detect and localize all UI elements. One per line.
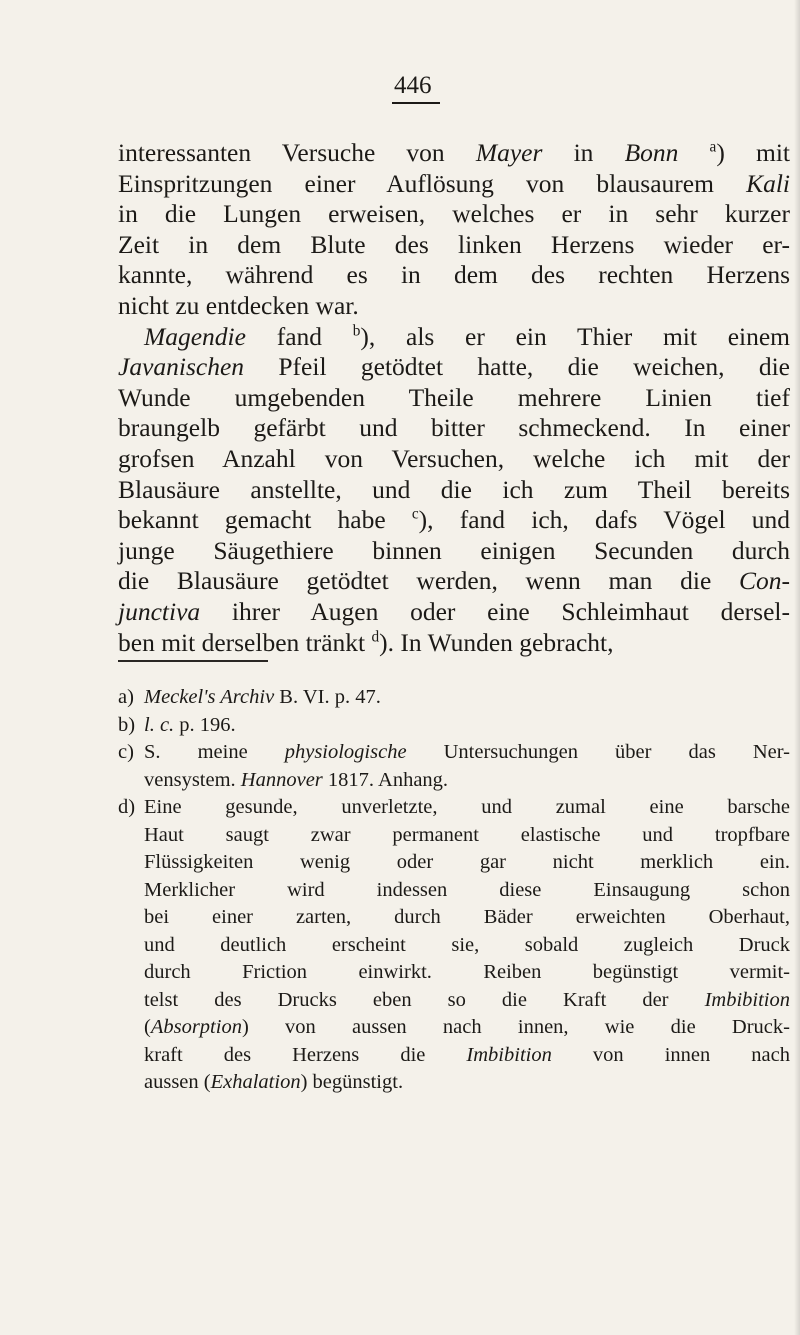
- body-line: [118, 628, 790, 659]
- footnote-label: b): [118, 713, 136, 736]
- text-segment: braungelb gefärbt und bitter schmeckend. In einer: [118, 413, 790, 443]
- text-segment: ) von aussen nach innen, wie die Druck-: [241, 1016, 790, 1038]
- text-segment: Exhalation: [210, 1071, 301, 1093]
- footnote-line: [118, 794, 790, 822]
- text-segment: grofsen Anzahl von Versuchen, welche ich mit der: [118, 443, 790, 473]
- footnote-line: [118, 1069, 790, 1097]
- body-line: [118, 597, 790, 628]
- body-line: [118, 413, 790, 444]
- text-segment: aussen (: [144, 1071, 211, 1093]
- body-line: [118, 169, 790, 200]
- body-line: [118, 383, 790, 414]
- text-segment: S. meine: [144, 741, 285, 763]
- page-number: 446: [392, 72, 440, 104]
- footnote-line: [118, 959, 790, 987]
- text-segment: bei einer zarten, durch Bäder erweichten Oberhaut,: [144, 906, 790, 928]
- text-segment: d: [371, 628, 380, 645]
- text-segment: und deutlich erscheint sie, sobald zugleich Druck: [144, 933, 790, 956]
- footnote-line: [118, 932, 790, 960]
- body-line: [118, 352, 790, 383]
- text-segment: Zeit in dem Blute des linken Herzens wieder er-: [118, 229, 790, 259]
- text-segment: telst des Drucks eben so die Kraft der: [144, 988, 705, 1011]
- text-segment: durch Friction einwirkt. Reiben begünstigt vermit-: [144, 961, 790, 983]
- text-segment: interessanten Versuche von: [118, 138, 476, 167]
- footnote-line: [118, 849, 790, 877]
- footnote: [118, 712, 790, 740]
- text-segment: ), fand ich, dafs Vögel und: [418, 505, 790, 535]
- text-segment: ). In Wunden gebracht,: [379, 627, 614, 657]
- text-segment: Wunde umgebenden Theile mehrere Linien tief: [118, 382, 790, 412]
- text-segment: ) mit: [716, 138, 790, 167]
- text-segment: vensystem.: [144, 768, 241, 791]
- text-segment: Merklicher wird indessen diese Einsaugung schon: [144, 878, 790, 901]
- footnote-line: [118, 767, 790, 795]
- body-line: [118, 138, 790, 169]
- text-segment: Eine gesunde, unverletzte, und zumal eine barsche: [144, 796, 790, 818]
- footnote-line: [118, 987, 790, 1015]
- text-segment: Haut saugt zwar permanent elastische und tropfbare: [144, 823, 790, 846]
- footnote-label: a): [118, 686, 134, 708]
- text-segment: von innen nach: [551, 1043, 790, 1066]
- text-segment: ben mit derselben tränkt: [118, 627, 372, 657]
- text-segment: kannte, während es in dem des rechten Herzens: [118, 260, 790, 290]
- text-segment: in die Lungen erweisen, welches er in sehr kurzer: [118, 199, 790, 229]
- footnote-line: [118, 712, 790, 740]
- text-segment: physiologische: [284, 741, 407, 763]
- text-segment: fand: [245, 321, 353, 351]
- text-segment: Meckel's Archiv: [144, 686, 275, 708]
- text-segment: ihrer Augen oder eine Schleimhaut dersel-: [200, 596, 790, 626]
- body-line: [118, 444, 790, 475]
- text-segment: [678, 138, 709, 167]
- text-segment: die Blausäure getödtet werden, wenn man die: [118, 566, 739, 596]
- text-segment: B. VI. p. 47.: [274, 686, 381, 708]
- footnote: [118, 794, 790, 1097]
- text-segment: c: [411, 505, 419, 523]
- main-text-block: [118, 138, 790, 658]
- text-segment: junctiva: [118, 596, 201, 626]
- footnote-line: [118, 1014, 790, 1042]
- text-segment: nicht zu entdecken war.: [118, 290, 359, 320]
- footnote-label: c): [118, 741, 134, 763]
- text-segment: ), als er ein Thier mit einem: [360, 321, 791, 351]
- text-segment: b: [352, 322, 361, 340]
- body-line: [118, 475, 790, 506]
- text-segment: Con-: [739, 566, 790, 596]
- text-segment: (: [144, 1016, 151, 1038]
- body-line: [118, 199, 790, 230]
- text-segment: Hannover: [240, 768, 323, 791]
- text-segment: Mayer: [475, 138, 543, 167]
- body-line: [118, 322, 790, 353]
- text-segment: Magendie: [144, 321, 246, 351]
- footnote-line: [118, 684, 790, 712]
- footnote: [118, 684, 790, 712]
- footnotes-block: [118, 684, 790, 1097]
- footnote-line: [118, 1042, 790, 1070]
- body-line: [118, 536, 790, 567]
- footnote-separator: [118, 660, 268, 662]
- footnote-line: [118, 822, 790, 850]
- text-segment: Imbibition: [704, 988, 790, 1011]
- text-segment: Imbibition: [466, 1043, 552, 1066]
- text-segment: bekannt gemacht habe: [118, 505, 412, 535]
- footnote-line: [118, 739, 790, 767]
- text-segment: Blausäure anstellte, und die ich zum Theil bereits: [118, 474, 790, 504]
- body-line: [118, 260, 790, 291]
- body-line: [118, 505, 790, 536]
- footnote-label: d): [118, 796, 136, 818]
- footnote-line: [118, 904, 790, 932]
- page-edge-shadow: [794, 0, 800, 1335]
- text-segment: Kali: [746, 168, 790, 198]
- body-line: [118, 566, 790, 597]
- text-segment: Bonn: [624, 138, 679, 167]
- text-segment: Absorption: [150, 1016, 242, 1038]
- text-segment: 1817. Anhang.: [322, 768, 449, 791]
- text-segment: Pfeil getödtet hatte, die weichen, die: [244, 352, 790, 382]
- text-segment: Untersuchungen über das Ner-: [406, 741, 790, 763]
- text-segment: a: [709, 138, 717, 156]
- body-line: [118, 230, 790, 261]
- text-segment: p. 196.: [174, 713, 236, 736]
- text-segment: junge Säugethiere binnen einigen Secunden durch: [118, 535, 790, 565]
- footnote: [118, 739, 790, 794]
- text-segment: in: [542, 138, 625, 167]
- text-segment: ) begünstigt.: [300, 1071, 404, 1093]
- text-segment: Javanischen: [118, 352, 245, 382]
- text-segment: Einspritzungen einer Auflösung von blausaurem: [118, 168, 747, 198]
- text-segment: kraft des Herzens die: [144, 1043, 467, 1066]
- body-line: [118, 291, 790, 322]
- text-segment: Flüssigkeiten wenig oder gar nicht merklich ein.: [144, 851, 790, 873]
- text-segment: l. c.: [144, 713, 175, 736]
- footnote-line: [118, 877, 790, 905]
